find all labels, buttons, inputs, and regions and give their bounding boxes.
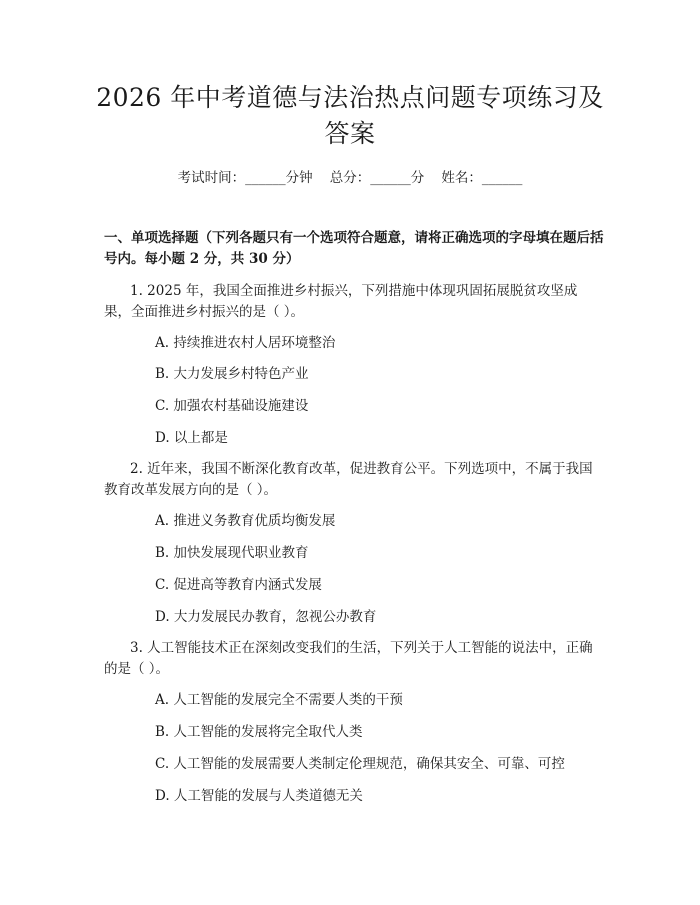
question-1-option-d: D. 以上都是 <box>155 430 228 446</box>
title-line-1: 2026 年中考道德与法治热点问题专项练习及 <box>96 83 604 112</box>
question-1-option-a: A. 持续推进农村人居环境整治 <box>155 335 336 351</box>
question-1-stem: 1. 2025 年，我国全面推进乡村振兴，下列措施中体现巩固拓展脱贫攻坚成果，全面推进乡村振兴的是（ ）。 <box>104 283 578 320</box>
document-title <box>80 80 620 152</box>
question-2-option-c: C. 促进高等教育内涵式发展 <box>155 577 322 593</box>
question-3-option-b: B. 人工智能的发展将完全取代人类 <box>155 724 363 740</box>
question-2-option-b: B. 加快发展现代职业教育 <box>155 545 309 561</box>
question-1-option-b: B. 大力发展乡村特色产业 <box>155 366 309 382</box>
title-line-2: 答案 <box>324 119 376 148</box>
exam-info-line: 考试时间：______分钟 总分：______分 姓名：______ <box>177 170 523 186</box>
question-3-stem: 3. 人工智能技术正在深刻改变我们的生活，下列关于人工智能的说法中，正确的是（ ）。 <box>104 640 593 677</box>
question-2-option-a: A. 推进义务教育优质均衡发展 <box>155 513 336 529</box>
question-3-option-c: C. 人工智能的发展需要人类制定伦理规范，确保其安全、可靠、可控 <box>155 756 565 772</box>
question-1-option-c: C. 加强农村基础设施建设 <box>155 398 309 414</box>
question-2-option-d: D. 大力发展民办教育，忽视公办教育 <box>155 609 377 625</box>
question-2-stem: 2. 近年来，我国不断深化教育改革，促进教育公平。下列选项中，不属于我国教育改革发展方向的是（ ）。 <box>104 461 593 498</box>
section-heading-single-choice: 一、单项选择题（下列各题只有一个选项符合题意，请将正确选项的字母填在题后括号内。每小题 2 分，共 30 分） <box>104 230 604 267</box>
question-3-option-d: D. 人工智能的发展与人类道德无关 <box>155 788 363 804</box>
question-3-option-a: A. 人工智能的发展完全不需要人类的干预 <box>155 692 403 708</box>
